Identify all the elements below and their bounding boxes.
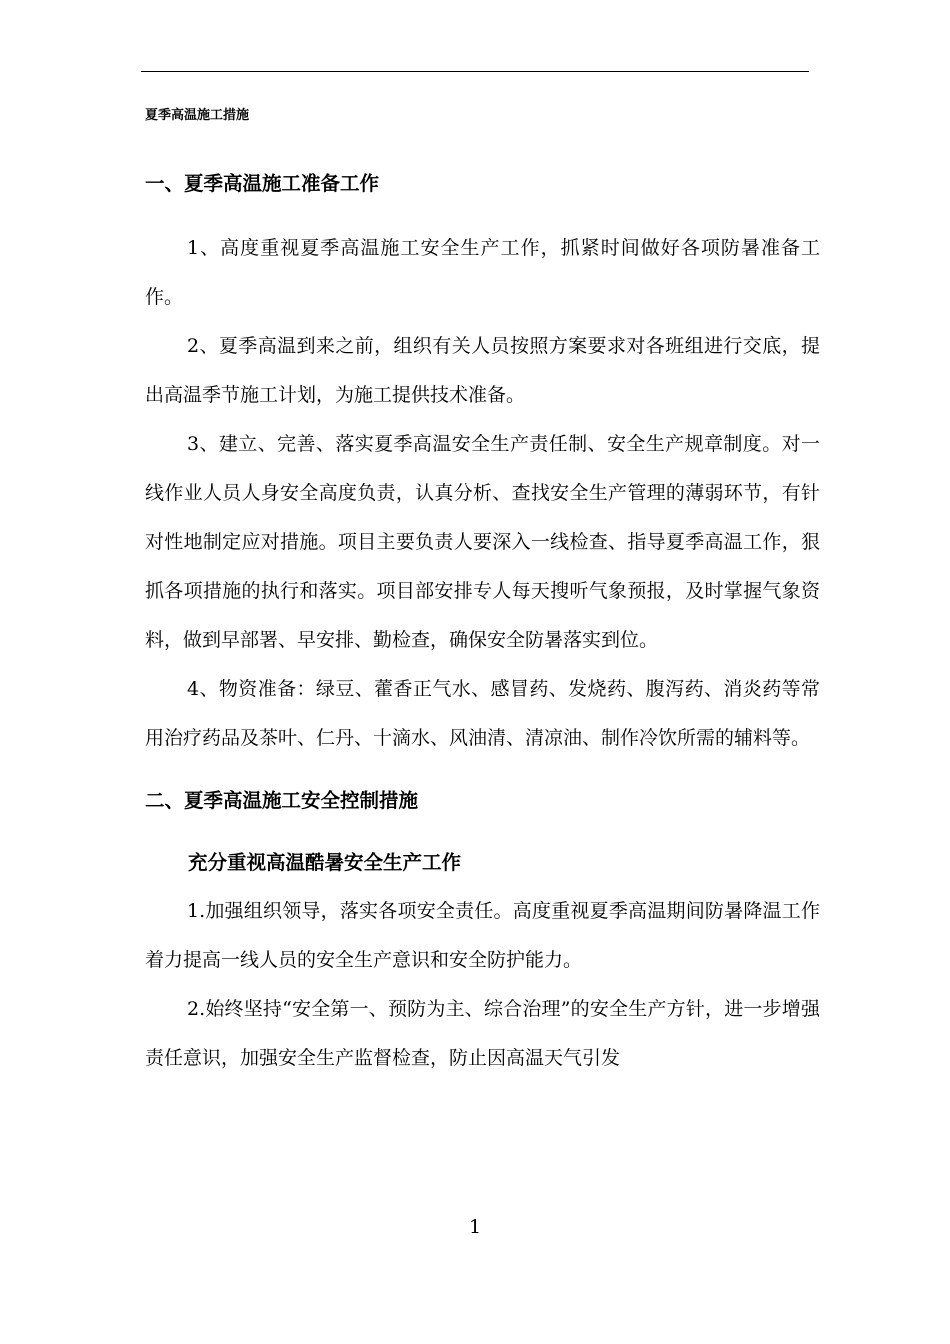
running-header: 夏季高温施工措施 [145, 108, 250, 123]
section-1-paragraph-3: 3、建立、完善、落实夏季高温安全生产责任制、安全生产规章制度。对一线作业人员人身安全高度负责，认真分析、查找安全生产管理的薄弱环节，有针对性地制定应对措施。项目主要负责人要深入一线检查、指导夏季高温工作，狠抓各项措施的执行和落实。项目部安排专人每天搜听气象预报，及时掌握气象资料，做到早部署、早安排、勤检查，确保安全防暑落实到位。 [145, 433, 820, 651]
section-2-heading: 二、夏季高温施工安全控制措施 [145, 789, 419, 812]
section-1-paragraph-1: 1、高度重视夏季高温施工安全生产工作，抓紧时间做好各项防暑准备工作。 [145, 237, 820, 308]
section-2-paragraph-2: 2.始终坚持“安全第一、预防为主、综合治理”的安全生产方针，进一步增强责任意识，加强安全生产监督检查，防止因高温天气引发 [145, 998, 820, 1069]
section-2-subheading: 充分重视高温酷暑安全生产工作 [188, 851, 462, 874]
page-number: 1 [468, 1216, 482, 1238]
header-rule [141, 71, 809, 72]
document-body [145, 160, 820, 1083]
section-1-paragraph-2: 2、夏季高温到来之前，组织有关人员按照方案要求对各班组进行交底，提出高温季节施工计划，为施工提供技术准备。 [145, 335, 820, 406]
section-2-paragraph-1: 1.加强组织领导，落实各项安全责任。高度重视夏季高温期间防暑降温工作着力提高一线人员的安全生产意识和安全防护能力。 [145, 900, 820, 971]
section-1-heading: 一、夏季高温施工准备工作 [145, 172, 380, 195]
section-1-paragraph-4: 4、物资准备：绿豆、藿香正气水、感冒药、发烧药、腹泻药、消炎药等常用治疗药品及茶叶、仁丹、十滴水、风油清、清凉油、制作冷饮所需的辅料等。 [145, 678, 820, 749]
